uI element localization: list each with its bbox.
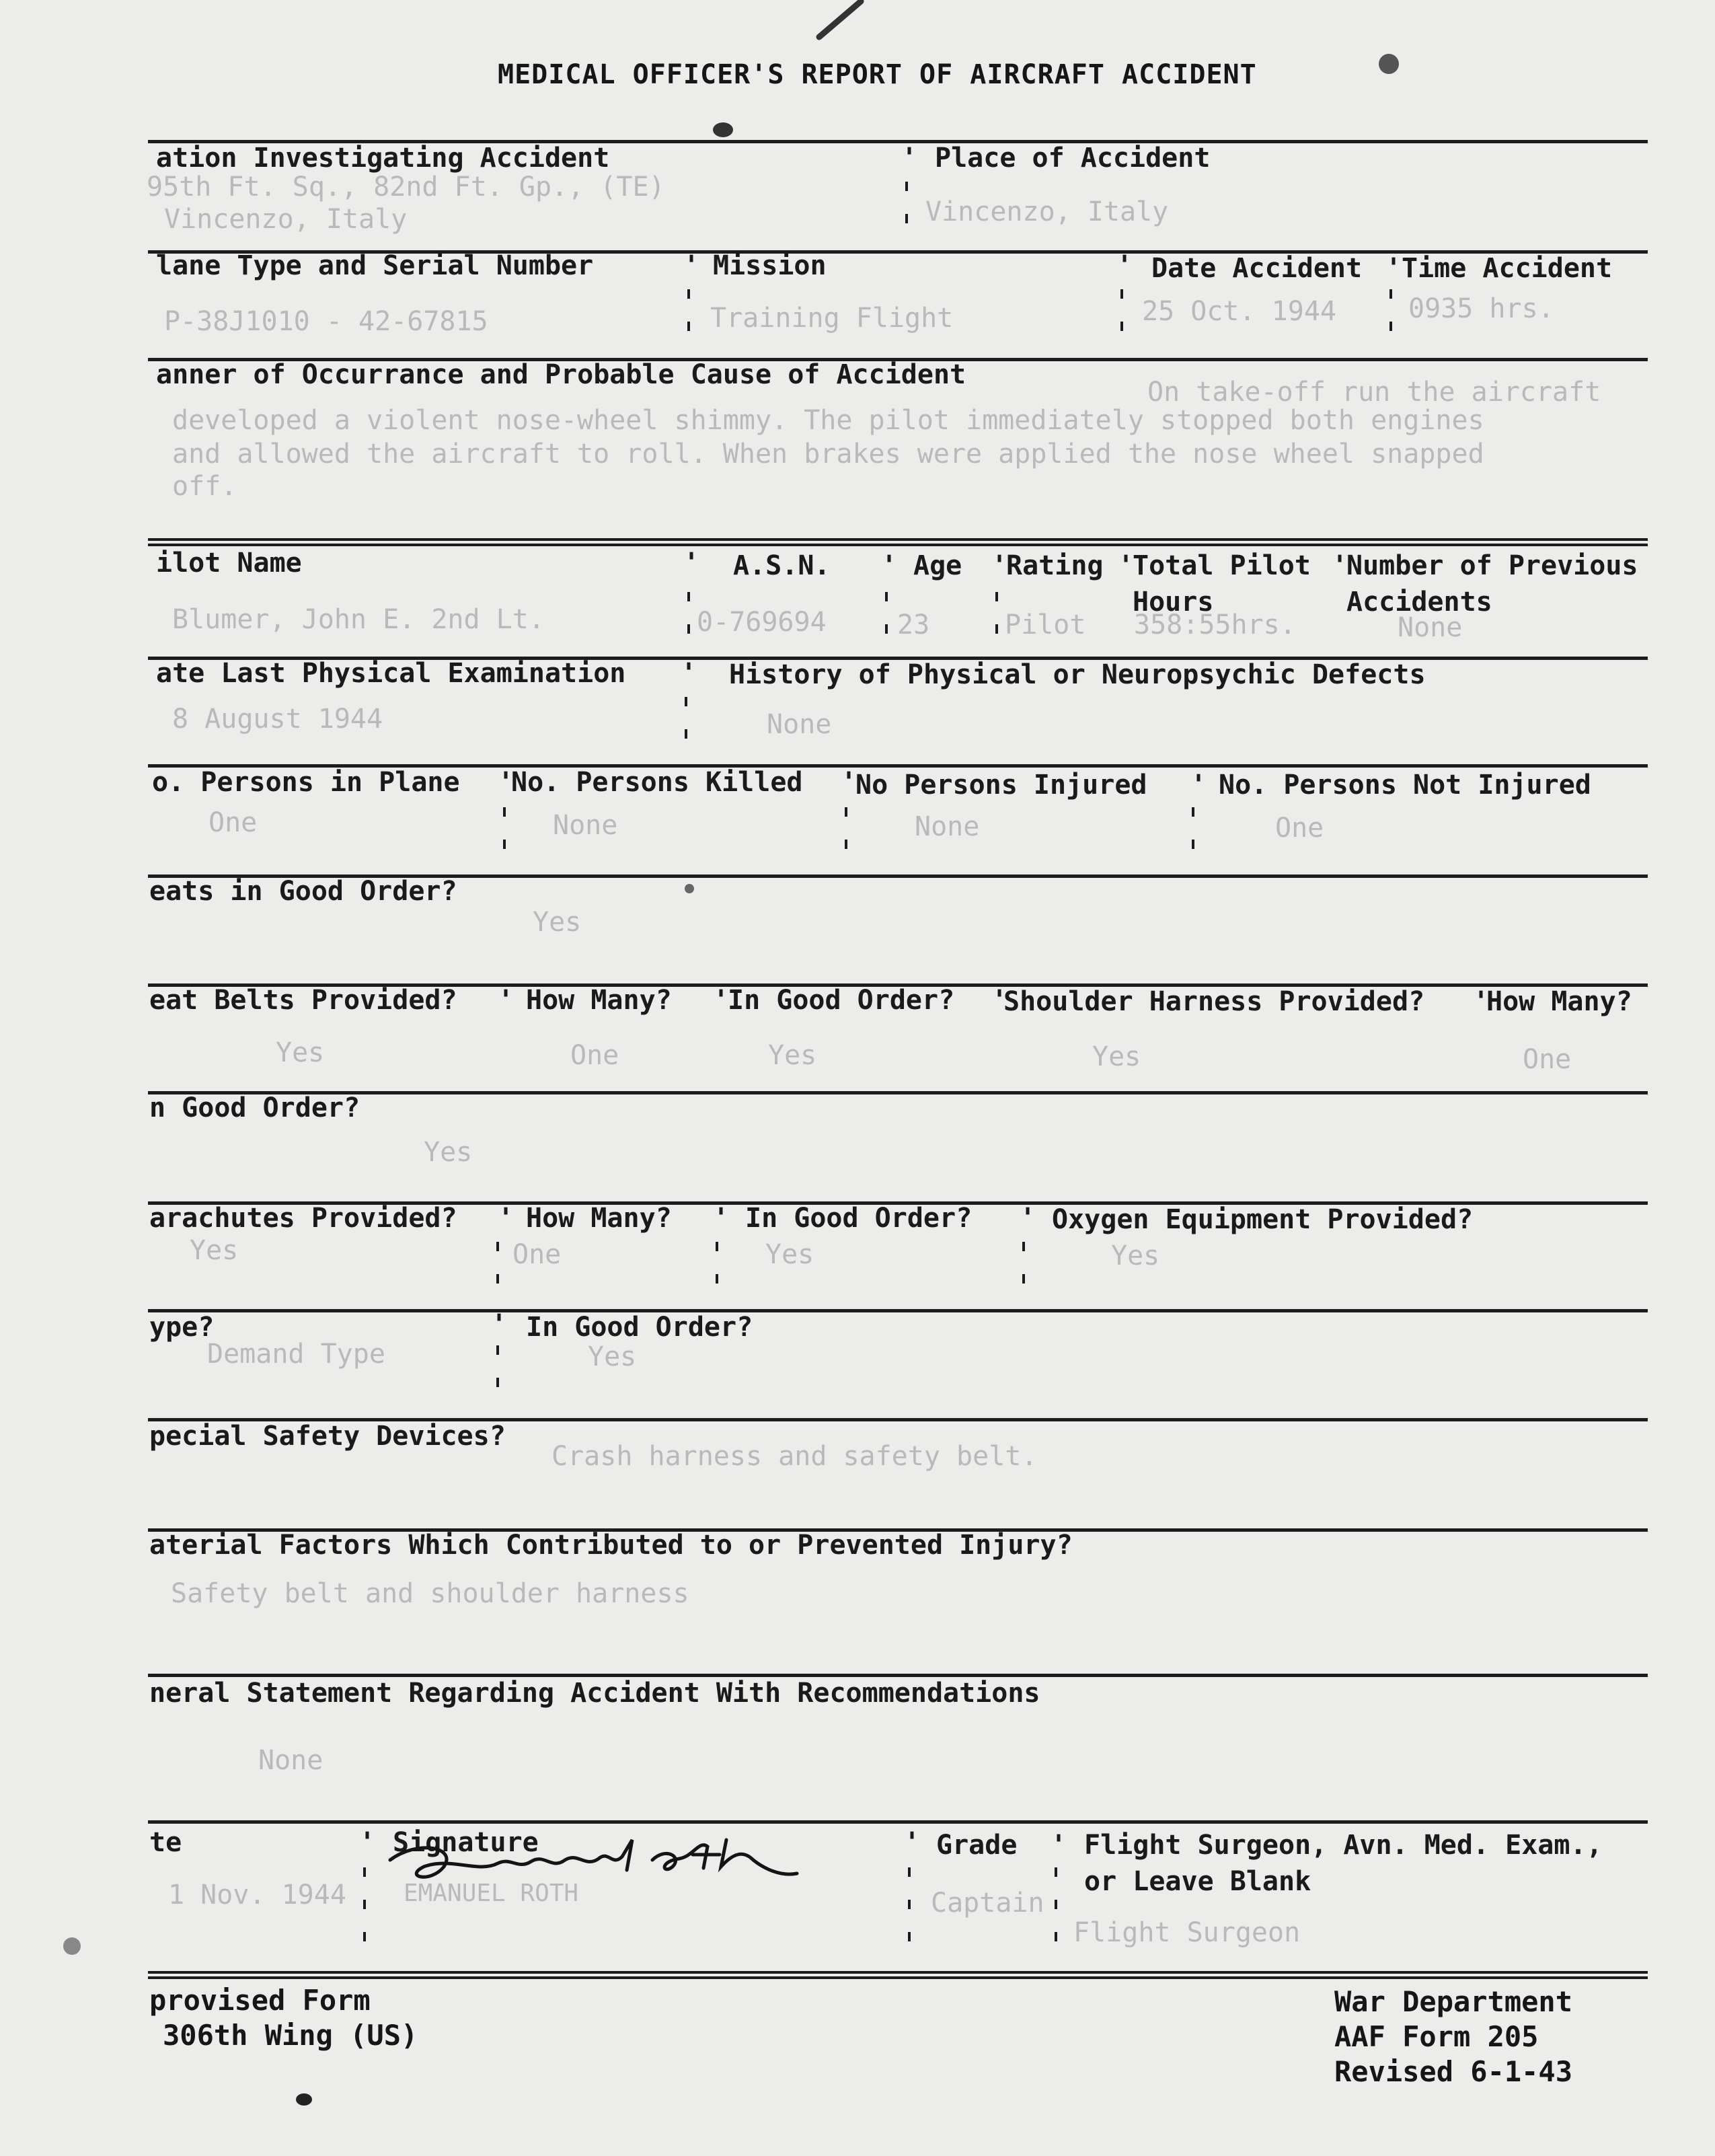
separator [845,807,847,861]
rating-label: Rating [1006,550,1104,581]
harness-order-value: Yes [424,1137,473,1168]
station-location: Vincenzo, Italy [164,204,408,235]
persons-not-injured-label: No. Persons Not Injured [1219,770,1591,801]
separator [716,1242,718,1296]
separator [685,697,687,751]
sep-mark: ' [1332,550,1348,581]
history-value: None [767,709,832,740]
time-accident-value: 0935 hrs. [1408,293,1554,324]
harness-order-label: n Good Order? [149,1092,360,1123]
footer-left [149,1983,418,2053]
belts-how-many-label: How Many? [526,985,672,1016]
surgeon-value: Flight Surgeon [1073,1917,1301,1948]
separator [885,592,888,639]
separator [1022,1242,1025,1296]
separator [496,1242,499,1296]
harness-how-many-value: One [1523,1044,1572,1075]
mission-value: Training Flight [710,303,954,334]
type-order-value: Yes [588,1341,637,1372]
sep-mark: ' [1190,770,1207,801]
harness-provided-value: Yes [1092,1041,1141,1072]
manner-line-1: On take-off run the aircraft [1147,377,1601,408]
sign-date-label: te [149,1827,182,1858]
material-value: Safety belt and shoulder harness [171,1578,689,1609]
rating-value: Pilot [1005,609,1086,640]
sep-mark: ' [1473,986,1490,1017]
history-label: History of Physical or Neuropsychic Defects [729,659,1426,690]
footer-right [1334,1984,1572,2089]
type-label: ype? [149,1312,215,1343]
prev-accidents-label-2: Accidents [1346,587,1492,618]
separator [503,807,506,861]
sep-mark: ' [881,550,898,581]
parachutes-good-order-value: Yes [765,1239,814,1270]
material-label: aterial Factors Which Contributed to or Prevented Injury? [149,1530,1073,1561]
harness-provided-label: Shoulder Harness Provided? [1003,986,1425,1017]
hours-value: 358:55hrs. [1134,609,1296,640]
surgeon-label-1: Flight Surgeon, Avn. Med. Exam., [1084,1830,1603,1861]
footer-left-line-2: 306th Wing (US) [163,2019,418,2052]
persons-in-plane-value: One [208,807,258,838]
belts-good-order-value: Yes [768,1040,817,1071]
station-value: 95th Ft. Sq., 82nd Ft. Gp., (TE) [147,172,665,202]
separator [1055,1867,1057,1962]
date-accident-label: Date Accident [1151,253,1363,284]
place-value: Vincenzo, Italy [925,196,1169,227]
prev-accidents-label-1: Number of Previous [1346,550,1638,581]
sep-mark: ' [498,985,514,1016]
sep-mark: ' [991,550,1008,581]
parachutes-how-many-label: How Many? [526,1203,672,1234]
time-accident-label: Time Accident [1402,253,1613,284]
general-value: None [258,1745,323,1776]
special-label: pecial Safety Devices? [149,1421,506,1452]
scan-speck [1379,54,1399,74]
belts-good-order-label: In Good Order? [728,985,955,1016]
persons-injured-label: No Persons Injured [855,770,1147,801]
oxygen-label: Oxygen Equipment Provided? [1052,1204,1474,1235]
sep-mark: ' [841,767,858,798]
separator [496,1345,499,1406]
mission-label: Mission [713,250,827,281]
harness-how-many-label: How Many? [1486,986,1632,1017]
separator [687,289,690,343]
footer-right-line-1: War Department [1334,1985,1573,2018]
scan-speck [685,884,694,893]
persons-injured-value: None [915,811,980,842]
persons-killed-label: No. Persons Killed [511,767,803,798]
hours-label-2: Hours [1133,587,1214,618]
separator [687,592,690,639]
sign-date-value: 1 Nov. 1944 [168,1880,346,1910]
separator [1389,289,1392,343]
station-label: ation Investigating Accident [156,143,610,174]
persons-killed-value: None [553,810,618,841]
sep-mark: ' [904,1827,921,1858]
separator [905,182,908,235]
surgeon-label-2: or Leave Blank [1084,1866,1311,1897]
parachutes-how-many-value: One [512,1239,562,1270]
sep-mark: ' [683,250,700,281]
type-value: Demand Type [207,1339,385,1370]
physical-date-value: 8 August 1944 [172,704,383,735]
sep-mark: ' [683,548,700,579]
plane-label: lane Type and Serial Number [156,250,594,281]
footer-right-line-3: Revised 6-1-43 [1334,2055,1573,2088]
rule [148,1309,1648,1312]
rule [148,538,1648,546]
grade-value: Captain [931,1888,1044,1919]
pilot-label: ilot Name [156,548,302,579]
sep-mark: ' [1385,253,1402,284]
signature-label: Signature [393,1827,539,1858]
sep-mark: ' [491,1309,508,1340]
rule [148,1971,1648,1979]
sep-mark: ' [681,658,697,689]
footer-left-line-1: provised Form [149,1984,371,2017]
manner-line-3: and allowed the aircraft to roll. When brakes were applied the nose wheel snapped [172,439,1484,470]
sep-mark: ' [713,985,730,1016]
separator [1192,807,1194,861]
sep-mark: ' [1116,250,1133,281]
general-label: neral Statement Regarding Accident With Recommendations [149,1678,1040,1709]
manner-line-4: off. [172,471,237,502]
sep-mark: ' [359,1827,376,1858]
asn-label: A.S.N. [733,550,831,581]
parachutes-provided-label: arachutes Provided? [149,1203,457,1234]
seats-value: Yes [533,907,582,938]
separator [1120,289,1123,343]
scan-speck [296,2093,312,2106]
oxygen-value: Yes [1111,1240,1160,1271]
handwritten-signature [377,1820,807,1894]
parachutes-provided-value: Yes [190,1235,239,1266]
type-order-label: In Good Order? [526,1312,753,1343]
sep-mark: ' [498,1203,514,1234]
belts-provided-label: eat Belts Provided? [149,985,457,1016]
asn-value: 0-769694 [697,607,827,638]
pen-mark [807,0,868,47]
sep-mark: ' [1051,1830,1067,1861]
sep-mark: ' [713,1203,730,1234]
plane-value: P-38J1010 - 42-67815 [164,306,488,337]
sep-mark: ' [901,143,918,174]
sep-mark: ' [1118,550,1135,581]
seats-label: eats in Good Order? [149,876,457,907]
prev-accidents-value: None [1398,612,1463,643]
scan-speck [63,1937,81,1955]
belts-provided-value: Yes [276,1037,325,1068]
date-accident-value: 25 Oct. 1944 [1142,296,1336,327]
belts-how-many-value: One [570,1040,619,1071]
form-title: MEDICAL OFFICER'S REPORT OF AIRCRAFT ACCIDENT [498,59,1257,90]
manner-label: anner of Occurrance and Probable Cause of Accident [156,359,966,390]
separator [363,1867,366,1962]
sep-mark: ' [1020,1203,1036,1234]
physical-date-label: ate Last Physical Examination [156,658,626,689]
persons-in-plane-label: o. Persons in Plane [152,767,460,798]
scan-speck [713,122,733,137]
sep-mark: ' [991,985,1008,1016]
hours-label-1: Total Pilot [1133,550,1311,581]
age-value: 23 [897,609,930,640]
rule [148,1820,1648,1824]
separator [995,592,998,639]
parachutes-good-order-label: In Good Order? [745,1203,973,1234]
signature-name: EMANUEL ROTH [404,1880,579,1907]
sep-mark: ' [498,767,514,798]
footer-right-line-2: AAF Form 205 [1334,2020,1539,2053]
rule [148,1674,1648,1677]
place-label: Place of Accident [935,143,1211,174]
special-value: Crash harness and safety belt. [551,1441,1038,1472]
pilot-value: Blumer, John E. 2nd Lt. [172,604,545,635]
persons-not-injured-value: One [1275,813,1324,844]
rule [148,1091,1648,1094]
manner-line-2: developed a violent nose-wheel shimmy. The pilot immediately stopped both engines [172,405,1484,436]
separator [908,1867,911,1962]
age-label: Age [913,550,962,581]
grade-label: Grade [936,1830,1018,1861]
